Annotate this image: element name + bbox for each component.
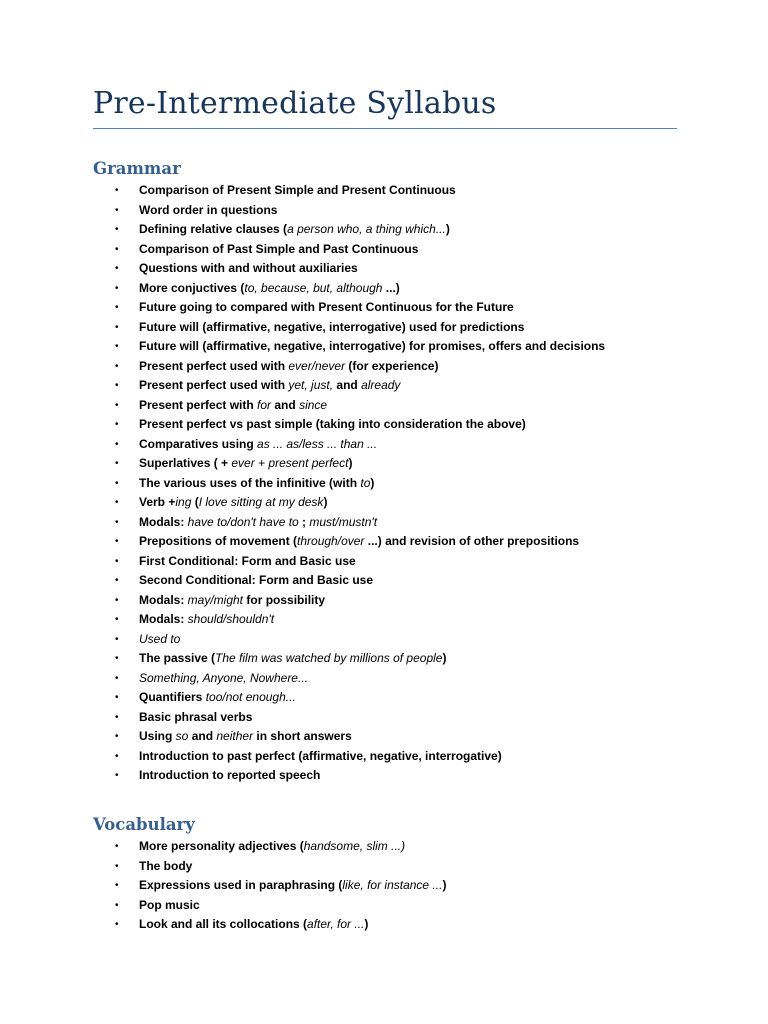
section-heading-grammar: Grammar	[93, 159, 181, 178]
list-item-text	[139, 357, 438, 377]
text-segment: Future will (affirmative, negative, interrogative) used for predictions	[139, 319, 525, 334]
list-item-text	[139, 318, 524, 338]
bullet-icon: •	[115, 919, 119, 930]
text-segment: )	[442, 651, 447, 665]
list-item-text	[139, 279, 400, 299]
text-segment: Present perfect used with	[139, 378, 289, 392]
bullet-icon: •	[115, 594, 119, 606]
text-segment: )	[370, 475, 375, 490]
list-item-text	[139, 259, 358, 279]
text-segment: so	[175, 729, 189, 743]
text-segment: Something, Anyone, Nowhere...	[139, 670, 308, 685]
list-item-text	[139, 337, 605, 357]
text-segment: )	[348, 456, 353, 470]
list-item-text	[139, 493, 327, 513]
text-segment: ing	[175, 495, 192, 509]
bullet-icon: •	[115, 204, 119, 216]
list-item-text	[139, 532, 579, 552]
text-segment: in short answers	[253, 729, 352, 743]
list-item-text	[139, 181, 456, 201]
text-segment: yet, just,	[288, 378, 334, 392]
list-item-text	[139, 435, 377, 455]
text-segment: Quantifiers	[139, 690, 206, 704]
text-segment: as ... as/less ... than ...	[257, 436, 378, 451]
text-segment: Prepositions of movement (	[139, 534, 298, 548]
bullet-icon: •	[115, 653, 119, 664]
text-segment: Comparison of Past Simple and Past Continuous	[139, 241, 419, 256]
text-segment: Modals:	[139, 612, 188, 626]
text-segment: Future will (affirmative, negative, interrogative) for promises, offers and decisions	[139, 339, 606, 353]
list-item-text	[139, 220, 450, 240]
bullet-icon: •	[115, 880, 119, 891]
list-item-text	[139, 571, 373, 591]
text-segment: Word order in questions	[139, 202, 278, 217]
list-item-text	[139, 708, 252, 728]
bullet-icon: •	[115, 458, 119, 469]
text-segment: for possibility	[243, 592, 326, 607]
bullet-icon: •	[115, 692, 119, 703]
text-segment: Basic phrasal verbs	[139, 709, 253, 724]
bullet-icon: •	[115, 360, 119, 372]
bullet-icon: •	[115, 841, 119, 852]
bullet-icon: •	[115, 555, 119, 567]
text-segment: Introduction to past perfect (affirmative, negative, interrogative)	[139, 748, 502, 763]
section-heading-vocabulary: Vocabulary	[93, 815, 195, 834]
text-segment: to	[360, 475, 371, 490]
list-item-text	[139, 688, 296, 708]
bullet-icon: •	[115, 419, 119, 430]
list-item-text	[139, 396, 327, 416]
text-segment: )	[323, 495, 328, 509]
bullet-icon: •	[115, 516, 119, 528]
text-segment: should/shouldn't	[187, 612, 275, 626]
text-segment: More personality adjectives (	[139, 839, 304, 853]
list-item-text	[139, 649, 446, 669]
bullet-icon: •	[115, 672, 119, 684]
bullet-icon: •	[115, 438, 119, 450]
list-item-text	[139, 201, 277, 221]
text-segment: Comparatives using	[139, 436, 258, 451]
text-segment: Present perfect vs past simple (taking into consideration the above)	[139, 417, 526, 431]
text-segment: a person who, a thing which...	[287, 222, 446, 236]
text-segment: Expressions used in paraphrasing (	[139, 878, 343, 892]
text-segment: and	[271, 397, 300, 412]
text-segment: )	[445, 222, 450, 236]
list-item-text	[139, 857, 192, 877]
text-segment: ever/never	[288, 358, 346, 373]
bullet-icon: •	[115, 399, 119, 411]
text-segment: I love sitting at my desk	[198, 495, 324, 509]
bullet-icon: •	[115, 899, 119, 911]
list-item-text	[139, 896, 200, 916]
list-item-text	[139, 669, 308, 689]
text-segment: already	[361, 378, 401, 392]
text-segment: Questions with and without auxiliaries	[139, 261, 358, 275]
bullet-icon: •	[115, 185, 119, 196]
bullet-icon: •	[115, 536, 119, 547]
text-segment: ...)	[382, 280, 400, 295]
text-segment: Second Conditional: Form and Basic use	[139, 573, 374, 587]
list-item-text	[139, 298, 514, 318]
text-segment: ...) and revision of other prepositions	[364, 534, 580, 548]
text-segment: Present perfect with	[139, 397, 258, 412]
list-item-text	[139, 454, 352, 474]
list-item-text	[139, 747, 502, 767]
list-item-text	[139, 727, 352, 747]
text-segment: (	[191, 495, 199, 509]
list-item-text	[139, 474, 374, 494]
text-segment: handsome, slim ...)	[303, 839, 406, 853]
bullet-icon: •	[115, 302, 119, 313]
bullet-icon: •	[115, 750, 119, 762]
list-item-text	[139, 513, 377, 533]
text-segment: )	[364, 917, 369, 931]
text-segment: Superlatives ( +	[139, 456, 232, 470]
text-segment: Pop music	[139, 897, 200, 912]
text-segment: First Conditional: Form and Basic use	[139, 553, 356, 568]
text-segment: The body	[139, 858, 193, 873]
bullet-icon: •	[115, 341, 119, 352]
text-segment: The various uses of the infinitive (with	[139, 475, 361, 490]
list-item-text	[139, 876, 446, 896]
text-segment: after, for ...	[307, 917, 365, 931]
title-underline	[93, 128, 677, 129]
text-segment: have to/don't have to	[187, 514, 299, 529]
text-segment: The passive (	[139, 651, 216, 665]
text-segment: ever + present perfect	[231, 456, 349, 470]
text-segment: Future going to compared with Present Continuous for the Future	[139, 300, 514, 314]
text-segment: Look and all its collocations (	[139, 917, 308, 931]
text-segment: Introduction to reported speech	[139, 768, 321, 782]
bullet-icon: •	[115, 477, 119, 489]
list-item-text	[139, 415, 526, 435]
text-segment: like, for instance ...	[342, 878, 443, 892]
text-segment: and	[188, 729, 217, 743]
text-segment: Defining relative clauses (	[139, 222, 288, 236]
text-segment: to, because, but, although	[244, 280, 383, 295]
text-segment: may/might	[187, 592, 244, 607]
bullet-icon: •	[115, 224, 119, 235]
text-segment: More conjuctives (	[139, 280, 245, 295]
bullet-icon: •	[115, 321, 119, 333]
text-segment: and	[333, 378, 362, 392]
list-item-text	[139, 240, 418, 260]
bullet-icon: •	[115, 575, 119, 586]
text-segment: The film was watched by millions of people	[215, 651, 443, 665]
text-segment: Comparison of Present Simple and Present Continuous	[139, 183, 456, 197]
text-segment: through/over	[297, 534, 365, 548]
text-segment: Present perfect used with	[139, 358, 289, 373]
bullet-icon: •	[115, 497, 119, 508]
list-item-text	[139, 766, 320, 786]
text-segment: for	[257, 397, 272, 412]
text-segment: Used to	[139, 631, 181, 646]
bullet-icon: •	[115, 731, 119, 742]
bullet-icon: •	[115, 633, 119, 645]
text-segment: Modals:	[139, 514, 188, 529]
list-item-text	[139, 610, 274, 630]
list-item-text	[139, 837, 405, 857]
list-item-text	[139, 591, 325, 611]
text-segment: Verb +	[139, 495, 176, 509]
bullet-icon: •	[115, 860, 119, 872]
bullet-icon: •	[115, 614, 119, 625]
text-segment: since	[299, 397, 328, 412]
page-title: Pre-Intermediate Syllabus	[93, 86, 497, 121]
bullet-icon: •	[115, 243, 119, 255]
text-segment: Using	[139, 729, 176, 743]
text-segment: neither	[216, 729, 254, 743]
list-item-text	[139, 552, 356, 572]
bullet-icon: •	[115, 380, 119, 391]
text-segment: )	[442, 878, 447, 892]
bullet-icon: •	[115, 263, 119, 274]
list-item-text	[139, 630, 180, 650]
list-item-text	[139, 376, 400, 396]
list-item-text	[139, 915, 368, 935]
text-segment: (for experience)	[345, 358, 439, 373]
text-segment: must/mustn't	[309, 514, 378, 529]
bullet-icon: •	[115, 770, 119, 781]
text-segment: too/not enough...	[205, 690, 296, 704]
bullet-icon: •	[115, 282, 119, 294]
text-segment: Modals:	[139, 592, 188, 607]
text-segment: ;	[298, 514, 310, 529]
bullet-icon: •	[115, 711, 119, 723]
